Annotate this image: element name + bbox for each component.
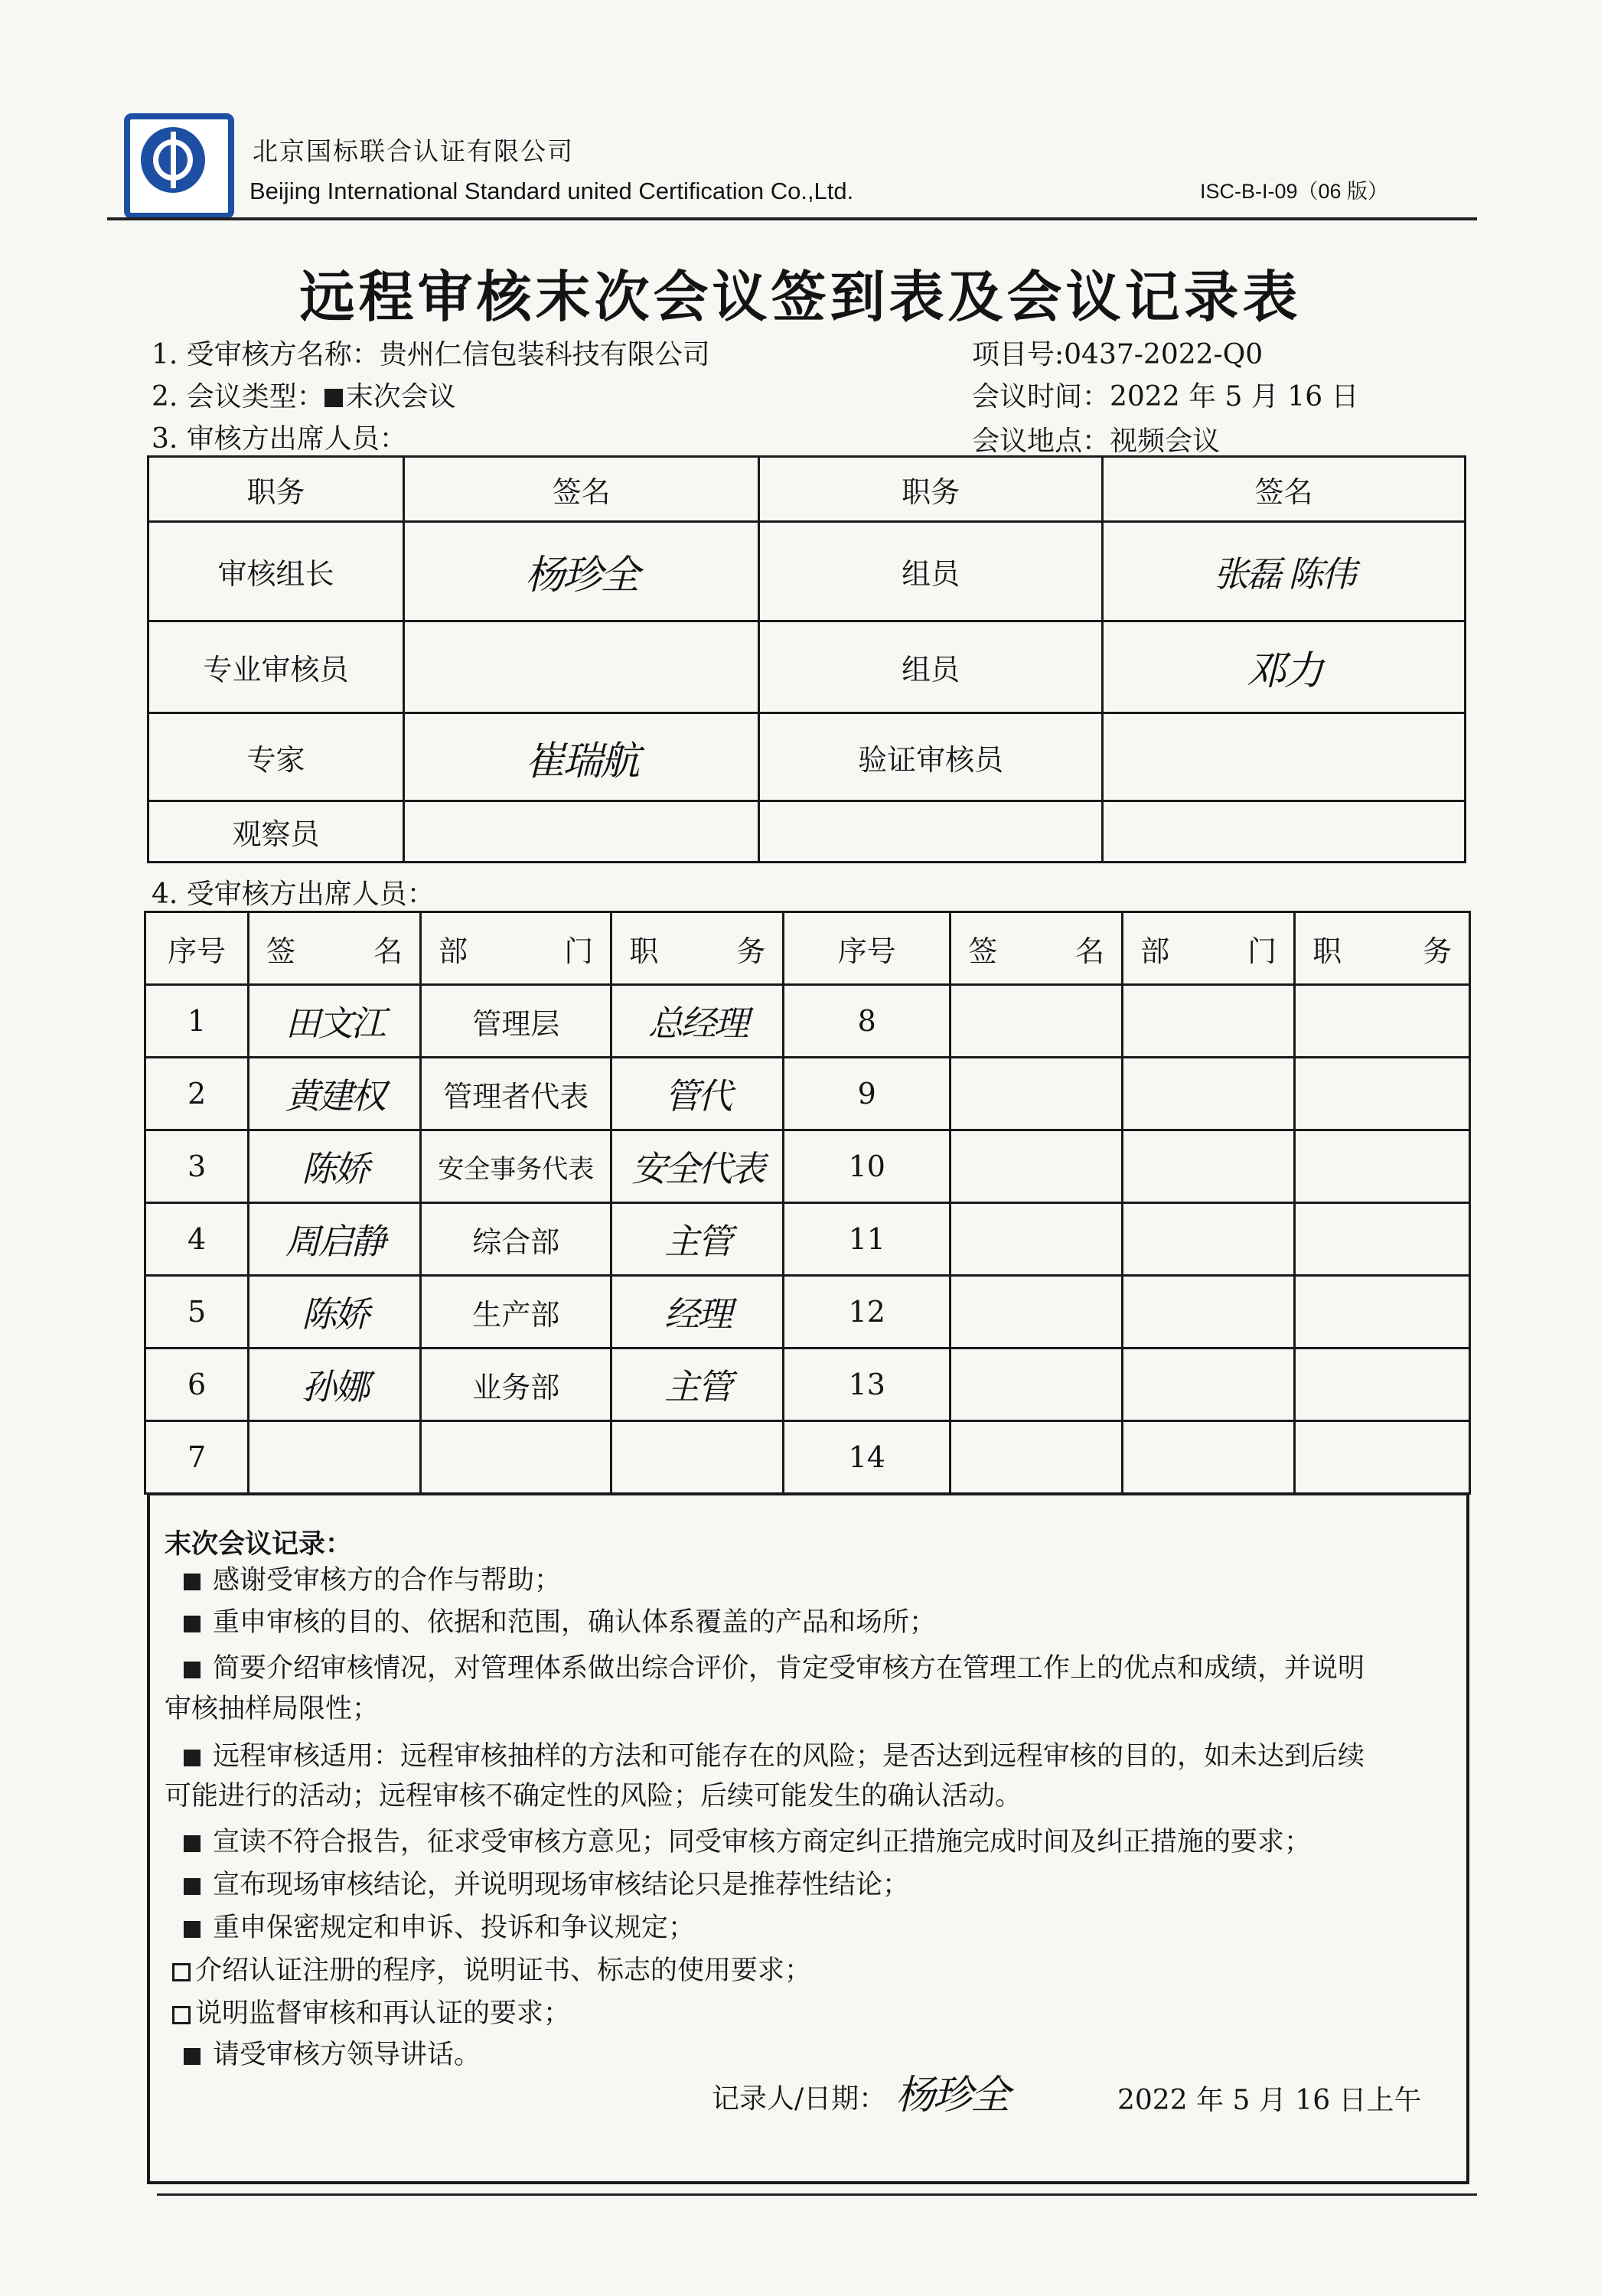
role-cell: 审核组长: [148, 522, 404, 621]
auditee-attendees-label: 4. 受审核方出席人员：: [152, 879, 435, 910]
row-number: 3: [145, 1130, 249, 1203]
table-row: [148, 801, 1466, 863]
table-row: [145, 1276, 1470, 1349]
department-cell: [1123, 1349, 1295, 1421]
minutes-item: 宣布现场审核结论，并说明现场审核结论只是推荐性结论；: [184, 1866, 1462, 1904]
signature-cell: [950, 1276, 1123, 1349]
position-cell: 主管: [611, 1349, 784, 1421]
auditee-table: [144, 911, 1471, 1495]
header-number: 序号: [145, 912, 249, 985]
signature-cell: 孙娜: [249, 1349, 421, 1421]
project-number: 项目号:0437-2022-Q0: [972, 339, 1264, 370]
row-number: 14: [784, 1421, 950, 1494]
signature-cell: 黄建权: [249, 1058, 421, 1130]
unchecked-box-icon: [172, 1963, 191, 1981]
position-cell: [1295, 1203, 1470, 1276]
header-signature: 签名: [404, 457, 759, 522]
position-cell: [1295, 1276, 1470, 1349]
table-row: [145, 1349, 1470, 1421]
minutes-item: 介绍认证注册的程序，说明证书、标志的使用要求；: [172, 1952, 1450, 1990]
signature-cell: [950, 1203, 1123, 1276]
signature-cell: 陈娇: [249, 1130, 421, 1203]
signature-cell: [249, 1421, 421, 1494]
row-number: 7: [145, 1421, 249, 1494]
minutes-item: 远程审核适用：远程审核抽样的方法和可能存在的风险；是否达到远程审核的目的，如未达到后续: [184, 1737, 1462, 1776]
signature-cell: 杨珍全: [404, 522, 759, 621]
position-cell: 总经理: [611, 985, 784, 1058]
position-cell: 主管: [611, 1203, 784, 1276]
table-row: [145, 1058, 1470, 1130]
department-cell: 业务部: [421, 1349, 611, 1421]
signature-cell: 陈娇: [249, 1276, 421, 1349]
meeting-time: 会议时间：2022 年 5 月 16 日: [972, 381, 1359, 413]
auditee-name: 1. 受审核方名称：贵州仁信包装科技有限公司: [152, 339, 710, 370]
role-cell: [759, 801, 1103, 863]
signature-cell: 张磊 陈伟: [1103, 522, 1466, 621]
row-number: 8: [784, 985, 950, 1058]
position-cell: [1295, 1130, 1470, 1203]
logo-bar-icon: [171, 132, 176, 188]
table-row: [145, 985, 1470, 1058]
table-row: [148, 713, 1466, 801]
position-cell: [1295, 1058, 1470, 1130]
role-cell: 验证审核员: [759, 713, 1103, 801]
footer-divider: [157, 2193, 1477, 2196]
signature-cell: [950, 1421, 1123, 1494]
signature-cell: [950, 985, 1123, 1058]
minutes-item: 重申审核的目的、依据和范围，确认体系覆盖的产品和场所；: [184, 1603, 1462, 1642]
department-cell: [1123, 1276, 1295, 1349]
row-number: 12: [784, 1276, 950, 1349]
role-cell: 组员: [759, 621, 1103, 713]
department-cell: [421, 1421, 611, 1494]
meeting-type-label: 2. 会议类型：: [152, 381, 324, 413]
position-cell: [1295, 1421, 1470, 1494]
header-position: 职 务: [611, 912, 784, 985]
signature-cell: [950, 1130, 1123, 1203]
minutes-item: 简要介绍审核情况，对管理体系做出综合评价，肯定受审核方在管理工作上的优点和成绩，并说明: [184, 1649, 1462, 1688]
meeting-type-value: 末次会议: [345, 381, 456, 413]
minutes-item: 重申保密规定和申诉、投诉和争议规定；: [184, 1909, 1462, 1947]
header-signature: 签 名: [950, 912, 1123, 985]
checked-box-icon: [184, 1921, 201, 1938]
signature-cell: [950, 1058, 1123, 1130]
department-cell: 综合部: [421, 1203, 611, 1276]
row-number: 2: [145, 1058, 249, 1130]
checked-box-icon: [184, 1616, 201, 1632]
signature-cell: 周启静: [249, 1203, 421, 1276]
minutes-item-continued: 审核抽样局限性；: [165, 1694, 380, 1724]
header-department: 部 门: [421, 912, 611, 985]
department-cell: [1123, 1203, 1295, 1276]
department-cell: [1123, 1130, 1295, 1203]
header-signature: 签名: [1103, 457, 1466, 522]
position-cell: [1295, 1349, 1470, 1421]
role-cell: 专业审核员: [148, 621, 404, 713]
row-number: 6: [145, 1349, 249, 1421]
auditor-attendees-label: 3. 审核方出席人员：: [152, 423, 407, 455]
position-cell: [611, 1421, 784, 1494]
department-cell: 管理者代表: [421, 1058, 611, 1130]
department-cell: [1123, 1421, 1295, 1494]
recorder-label: 记录人/日期：: [712, 2083, 887, 2115]
position-cell: [1295, 985, 1470, 1058]
department-cell: 安全事务代表: [421, 1130, 611, 1203]
role-cell: 观察员: [148, 801, 404, 863]
company-name-en: Beijing International Standard united Certification Co.,Ltd.: [249, 178, 854, 204]
form-code: ISC-B-I-09（06 版）: [1200, 180, 1389, 203]
checked-box-icon: [184, 2048, 201, 2065]
minutes-title: 末次会议记录：: [165, 1528, 353, 1560]
checked-box-icon: [184, 1835, 201, 1852]
table-row: [148, 621, 1466, 713]
department-cell: [1123, 1058, 1295, 1130]
department-cell: [1123, 985, 1295, 1058]
auditor-table: [147, 455, 1466, 863]
signature-cell: [1103, 801, 1466, 863]
signature-cell: 田文江: [249, 985, 421, 1058]
minutes-item: 说明监督审核和再认证的要求；: [172, 1994, 1450, 2033]
row-number: 13: [784, 1349, 950, 1421]
row-number: 10: [784, 1130, 950, 1203]
minutes-item: 请受审核方领导讲话。: [184, 2036, 1462, 2074]
header-department: 部 门: [1123, 912, 1295, 985]
position-cell: 安全代表: [611, 1130, 784, 1203]
minutes-item: 感谢受审核方的合作与帮助；: [184, 1561, 1462, 1600]
department-cell: 生产部: [421, 1276, 611, 1349]
page-title: 远程审核末次会议签到表及会议记录表: [299, 264, 1302, 329]
checked-box-icon: [184, 1750, 201, 1766]
table-row: [145, 1421, 1470, 1494]
minutes-item: 宣读不符合报告，征求受审核方意见；同受审核方商定纠正措施完成时间及纠正措施的要求；: [184, 1823, 1462, 1861]
header-role: 职务: [759, 457, 1103, 522]
minutes-item-continued: 可能进行的活动；远程审核不确定性的风险；后续可能发生的确认活动。: [165, 1781, 1022, 1812]
department-cell: 管理层: [421, 985, 611, 1058]
auditor-table-header: [148, 457, 1466, 522]
signature-cell: [950, 1349, 1123, 1421]
position-cell: 经理: [611, 1276, 784, 1349]
table-row: [145, 1203, 1470, 1276]
signature-cell: 崔瑞航: [404, 713, 759, 801]
header-position: 职 务: [1295, 912, 1470, 985]
row-number: 4: [145, 1203, 249, 1276]
checked-box-icon: [184, 1878, 201, 1895]
auditee-table-header: [145, 912, 1470, 985]
row-number: 9: [784, 1058, 950, 1130]
header-divider: [107, 217, 1477, 220]
checked-box-icon: [184, 1662, 201, 1678]
unchecked-box-icon: [172, 2006, 191, 2024]
recorder-signature: 杨珍全: [895, 2073, 1009, 2118]
header-signature: 签 名: [249, 912, 421, 985]
signature-cell: [1103, 713, 1466, 801]
role-cell: 专家: [148, 713, 404, 801]
row-number: 1: [145, 985, 249, 1058]
signature-cell: [404, 801, 759, 863]
meeting-location: 会议地点：视频会议: [972, 426, 1221, 457]
table-row: [148, 522, 1466, 621]
signature-cell: [404, 621, 759, 713]
role-cell: 组员: [759, 522, 1103, 621]
checked-box-icon: [324, 389, 343, 407]
signature-cell: 邓力: [1103, 621, 1466, 713]
company-name-cn: 北京国标联合认证有限公司: [253, 136, 574, 166]
header-number: 序号: [784, 912, 950, 985]
checked-box-icon: [184, 1574, 201, 1590]
record-date: 2022 年 5 月 16 日上午: [1117, 2085, 1422, 2116]
row-number: 5: [145, 1276, 249, 1349]
header-role: 职务: [148, 457, 404, 522]
position-cell: 管代: [611, 1058, 784, 1130]
meeting-type: [152, 375, 456, 414]
row-number: 11: [784, 1203, 950, 1276]
table-row: [145, 1130, 1470, 1203]
